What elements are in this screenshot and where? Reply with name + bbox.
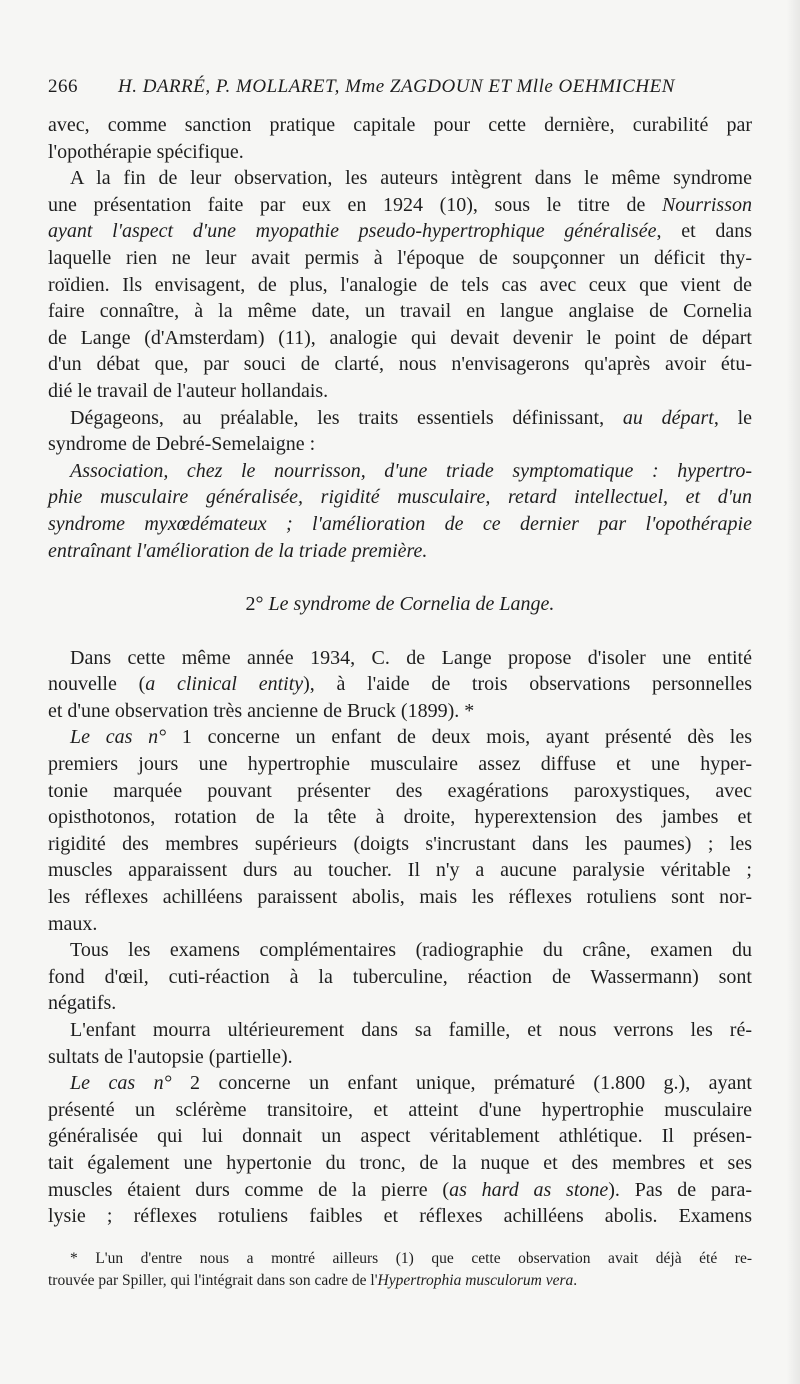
text: lysie ; réflexes rotuliens faibles et réflexes achilléens abolis. Examens [48, 1205, 752, 1228]
text: L'enfant mourra ultérieurement dans sa famille, et nous verrons les ré- [70, 1019, 752, 1041]
text: les réflexes achilléens paraissent abolis, mais les réflexes rotuliens sont nor- [48, 886, 752, 909]
text: Dans cette même année 1934, C. de Lange propose d'isoler une entité [70, 646, 752, 669]
body-line [48, 405, 752, 432]
text: premiers jours une hypertrophie musculaire assez diffuse et une hyper- [48, 753, 752, 776]
italic-text: Le cas n° [70, 1072, 172, 1095]
text: , et dans [656, 220, 753, 243]
text: * L'un d'entre nous a montré ailleurs (1) que cette observation avait déjà été re- [70, 1250, 752, 1267]
body-line [48, 325, 752, 352]
italic-text: a clinical entity [145, 673, 304, 696]
italic-text: entraînant l'amélioration de la triade première. [48, 539, 428, 562]
body-line [48, 218, 752, 245]
body-line [48, 245, 752, 272]
body-line [48, 1044, 752, 1071]
section-heading [48, 591, 752, 618]
body-line [48, 671, 752, 698]
body-line [48, 1070, 752, 1097]
text: présenté un sclérème transitoire, et atteint d'une hypertrophie musculaire [48, 1098, 752, 1121]
text: . [573, 1272, 578, 1289]
text: avec, comme sanction pratique capitale pour cette dernière, curabilité par [48, 114, 752, 136]
text: rigidité des membres supérieurs (doigts s'incrustant dans les paumes) ; les [48, 832, 752, 855]
italic-text: Nourrisson [661, 193, 752, 216]
body-line [48, 351, 752, 378]
text: trouvée par Spiller, qui l'intégrait dans son cadre de l' [48, 1272, 378, 1289]
text: dié le travail de l'auteur hollandais. [48, 379, 329, 402]
body-line [48, 1017, 752, 1044]
body-line [48, 911, 752, 938]
text: et d'une observation très ancienne de Bruck (1899). * [48, 699, 475, 722]
body-line [48, 458, 752, 485]
text: tonie marquée pouvant présenter des exagérations paroxystiques, avec [48, 779, 752, 802]
body-line [48, 272, 752, 299]
italic-text: Le syndrome de Cornelia de Lange. [268, 593, 555, 616]
body-line [48, 538, 752, 565]
text: tait également une hypertonie du tronc, de la nuque et des membres et ses [48, 1151, 752, 1174]
text: 2° [245, 593, 269, 616]
body-line [48, 831, 752, 858]
body-line [48, 884, 752, 911]
text: 1 concerne un enfant de deux mois, ayant présenté dès les [166, 726, 752, 749]
text: une présentation faite par eux en 1924 (10), sous le titre de [48, 193, 662, 216]
text: laquelle rien ne leur avait permis à l'époque de soupçonner un déficit thy- [48, 246, 752, 269]
authors-header: H. DARRÉ, P. MOLLARET, Mme ZAGDOUN ET Mlle OEHMICHEN [118, 76, 675, 97]
text: roïdien. Ils envisagent, de plus, l'analogie de tels cas avec ceux que vient de [48, 273, 752, 296]
body-line [48, 165, 752, 192]
footnote-line [48, 1270, 752, 1292]
text: l'opothérapie spécifique. [48, 140, 244, 163]
body-line [48, 857, 752, 884]
italic-text: syndrome myxœdémateux ; l'amélioration de ce dernier par l'opothérapie [48, 512, 752, 535]
italic-text: phie musculaire généralisée, rigidité musculaire, retard intellectuel, et d'un [48, 486, 752, 509]
page-edge-shadow [786, 0, 800, 1384]
text: d'un débat que, par souci de clarté, nous n'envisagerons qu'après avoir étu- [48, 353, 752, 376]
text: , le [713, 406, 753, 429]
text: A la fin de leur observation, les auteurs intègrent dans le même syndrome [70, 167, 752, 190]
body-line [48, 937, 752, 964]
page-number: 266 [48, 76, 78, 97]
text: négatifs. [48, 992, 117, 1015]
text: Tous les examens complémentaires (radiographie du crâne, examen du [70, 939, 752, 962]
body-line [48, 1177, 752, 1204]
body-line [48, 1203, 752, 1230]
footnote [48, 1248, 752, 1292]
body-line [48, 645, 752, 672]
italic-text: Hypertrophia musculorum vera [377, 1272, 574, 1289]
body-line [48, 1150, 752, 1177]
body-line [48, 698, 752, 725]
body-line [48, 431, 752, 458]
text: opisthotonos, rotation de la tête à droite, hyperextension des jambes et [48, 806, 752, 829]
text: sultats de l'autopsie (partielle). [48, 1045, 293, 1068]
italic-text: Association, chez le nourrisson, d'une triade symptomatique : hypertro- [70, 459, 752, 482]
body-line [48, 804, 752, 831]
text: ), à l'aide de trois observations personnelles [303, 673, 752, 696]
italic-text: Le cas n° [70, 726, 167, 749]
body-line [48, 751, 752, 778]
body-line [48, 964, 752, 991]
text: Dégageons, au préalable, les traits essentiels définissant, [70, 406, 623, 429]
italic-text: au départ [622, 406, 714, 429]
text: maux. [48, 912, 98, 935]
body-line [48, 511, 752, 538]
body-line [48, 484, 752, 511]
text: muscles apparaissent durs au toucher. Il n'y a aucune paralysie véritable ; [48, 859, 752, 882]
text: faire connaître, à la même date, un travail en langue anglaise de Cornelia [48, 300, 752, 323]
body-line [48, 192, 752, 219]
text: généralisée qui lui donnait un aspect véritablement athlétique. Il présen- [48, 1125, 752, 1148]
text: 2 concerne un enfant unique, prématuré (1.800 g.), ayant [171, 1072, 752, 1095]
text: ). Pas de para- [608, 1178, 752, 1201]
text: muscles étaient durs comme de la pierre ( [48, 1178, 450, 1201]
body-line [48, 778, 752, 805]
text: fond d'œil, cuti-réaction à la tuberculine, réaction de Wassermann) sont [48, 965, 752, 988]
body-line [48, 1123, 752, 1150]
text: nouvelle ( [48, 673, 146, 696]
body-line [48, 724, 752, 751]
italic-text: ayant l'aspect d'une myopathie pseudo-hypertrophique généralisée [48, 220, 657, 243]
body-text [48, 112, 752, 1230]
body-line [48, 1097, 752, 1124]
body-line [48, 298, 752, 325]
text: de Lange (d'Amsterdam) (11), analogie qui devait devenir le point de départ [48, 326, 752, 349]
body-line [48, 139, 752, 166]
footnote-line [48, 1248, 752, 1270]
italic-text: as hard as stone [449, 1178, 609, 1201]
body-line [48, 112, 752, 139]
body-line [48, 990, 752, 1017]
body-line [48, 378, 752, 405]
text: syndrome de Debré-Semelaigne : [48, 433, 316, 456]
